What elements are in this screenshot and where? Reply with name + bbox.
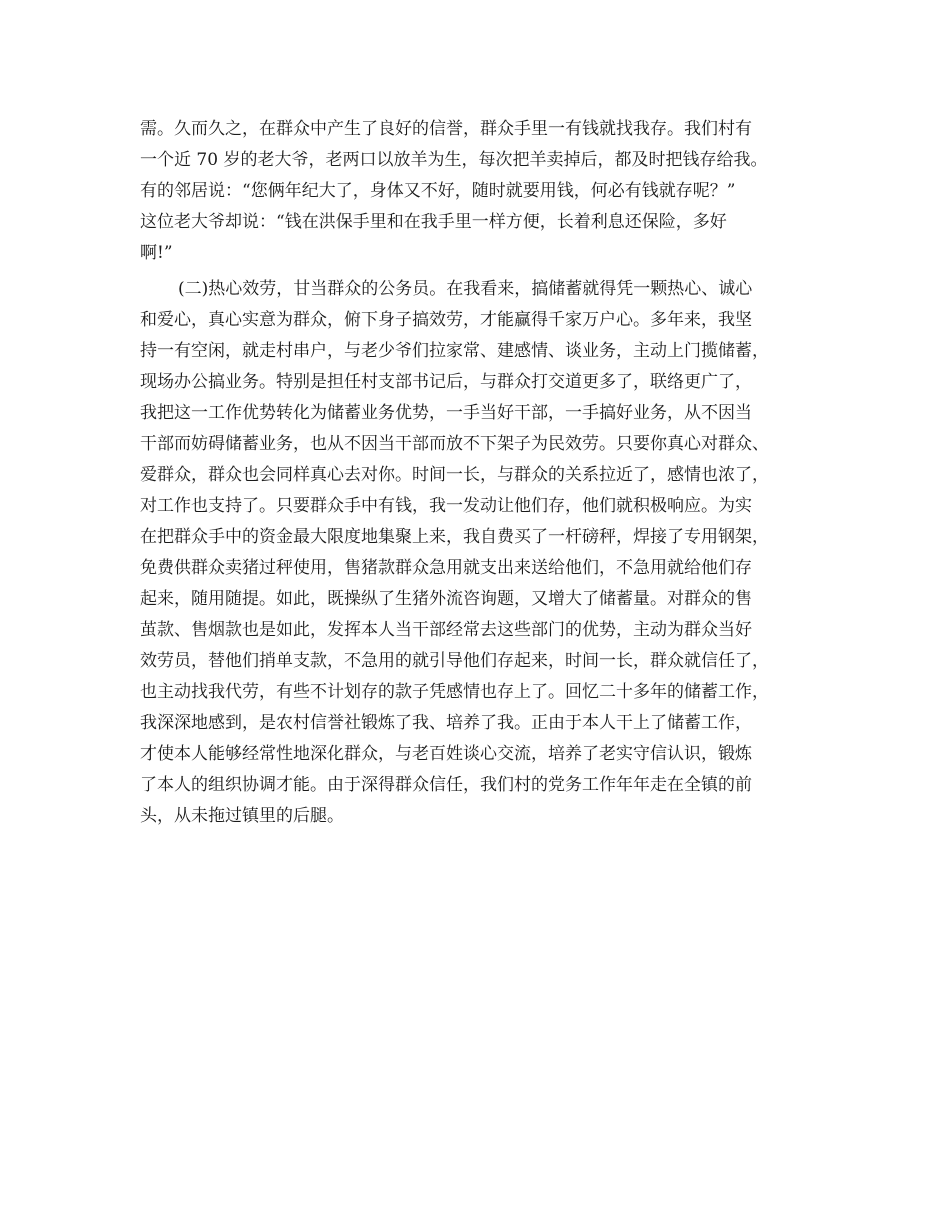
text-line: 我把这一工作优势转化为储蓄业务优势，一手当好干部，一手搞好业务，从不因当 [140, 403, 752, 423]
text-line: 干部而妨碍储蓄业务，也从不因当干部而放不下架子为民效劳。只要你真心对群众、 [140, 434, 769, 454]
text-line: 对工作也支持了。只要群众手中有钱，我一发动让他们存，他们就积极响应。为实 [140, 496, 752, 516]
text-line: 免费供群众卖猪过秤使用，售猪款群众急用就支出来送给他们，不急用就给他们存 [140, 558, 752, 578]
text-line: 效劳员，替他们捎单支款，不急用的就引导他们存起来，时间一长，群众就信任了， [140, 651, 769, 671]
paragraph-1 [140, 114, 820, 269]
text-line: 持一有空闲，就走村串户，与老少爷们拉家常、建感情、谈业务，主动上门揽储蓄， [140, 341, 769, 361]
text-line: 才使本人能够经常性地深化群众，与老百姓谈心交流，培养了老实守信认识，锻炼 [140, 744, 752, 764]
text-line: 和爱心，真心实意为群众，俯下身子搞效劳，才能赢得千家万户心。多年来，我坚 [140, 310, 752, 330]
text-line: 了本人的组织协调才能。由于深得群众信任，我们村的党务工作年年走在全镇的前 [140, 775, 752, 795]
text-line: (二)热心效劳，甘当群众的公务员。在我看来，搞储蓄就得凭一颗热心、诚心 [178, 279, 753, 299]
text-line: 头，从未拖过镇里的后腿。 [140, 806, 344, 826]
text-line: 起来，随用随提。如此，既操纵了生猪外流咨询题，又增大了储蓄量。对群众的售 [140, 589, 752, 609]
text-line: 这位老大爷却说：“钱在洪保手里和在我手里一样方便，长着利息还保险，多好 [140, 212, 727, 232]
text-line: 有的邻居说：“您俩年纪大了，身体又不好，随时就要用钱，何必有钱就存呢？” [140, 181, 736, 201]
text-line: 需。久而久之，在群众中产生了良好的信誉，群众手里一有钱就找我存。我们村有 [140, 119, 752, 139]
text-line: 茧款、售烟款也是如此，发挥本人当干部经常去这些部门的优势，主动为群众当好 [140, 620, 752, 640]
document-body [140, 114, 820, 832]
text-line: 爱群众，群众也会同样真心去对你。时间一长，与群众的关系拉近了，感情也浓了， [140, 465, 769, 485]
text-line: 现场办公搞业务。特别是担任村支部书记后，与群众打交道更多了，联络更广了， [140, 372, 752, 392]
text-line: 一个近 70 岁的老大爷，老两口以放羊为生，每次把羊卖掉后，都及时把钱存给我。 [140, 150, 768, 170]
text-line: 在把群众手中的资金最大限度地集聚上来，我自费买了一杆磅秤，焊接了专用钢架， [140, 527, 769, 547]
text-line: 也主动找我代劳，有些不计划存的款子凭感情也存上了。回忆二十多年的储蓄工作， [140, 682, 769, 702]
paragraph-2 [140, 274, 820, 832]
text-line: 我深深地感到，是农村信誉社锻炼了我、培养了我。正由于本人干上了储蓄工作， [140, 713, 752, 733]
text-line: 啊!” [140, 243, 173, 263]
